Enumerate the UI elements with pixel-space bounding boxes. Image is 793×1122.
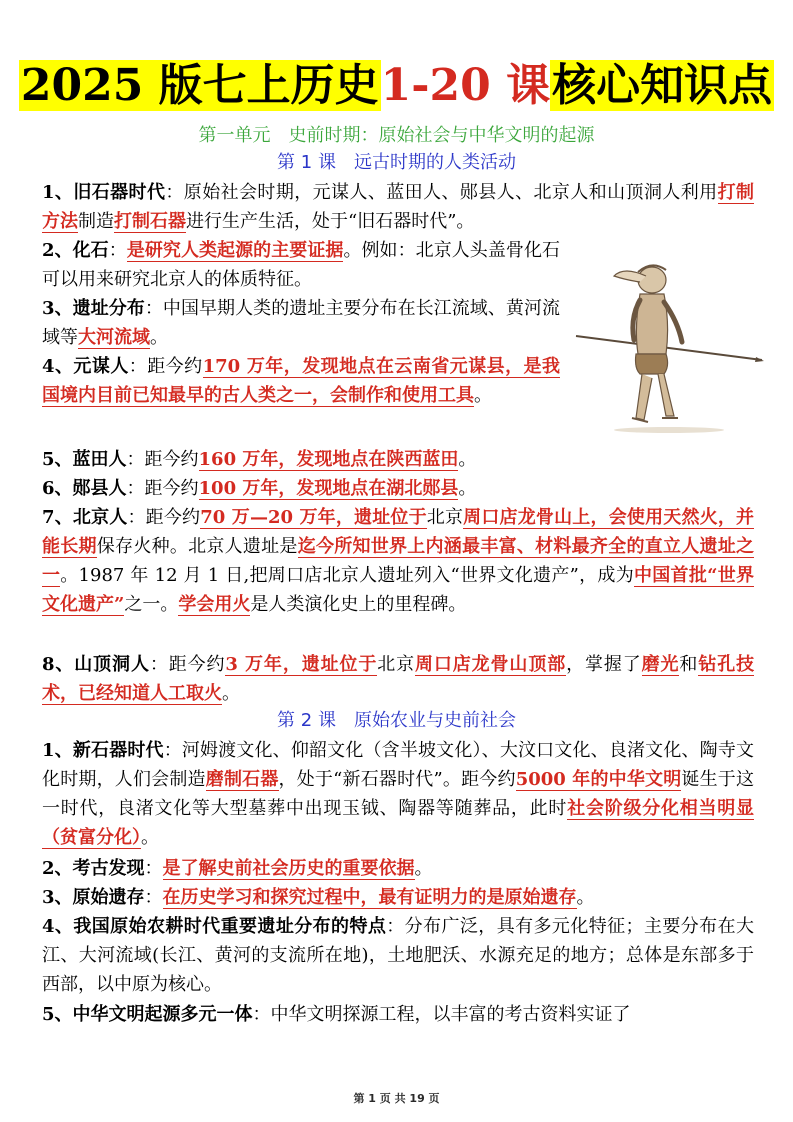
item-label: 4、我国原始农耕时代重要遗址分布的特点 [42, 916, 387, 937]
page-title [0, 56, 793, 116]
title-part-1: 2025 版七上历史 [20, 60, 379, 111]
key-point: 周口店龙骨山上，会使用天然火，并能长期 [42, 507, 755, 557]
key-point: 磨制石器 [205, 769, 279, 790]
key-point: 磨光 [641, 654, 680, 675]
item-label: 3、原始遗存 [42, 887, 145, 908]
lesson2-item-5: 5、中华文明起源多元一体：中华文明探源工程，以丰富的考古资料实证了 [42, 1004, 631, 1025]
key-point: 大河流域 [78, 327, 150, 348]
key-point: 170 万年，发现地点在云南省元谋县，是我国境内目前已知最早的古人类之一，会制作和使用工具 [42, 356, 561, 406]
key-point: 160 万年，发现地点在陕西蓝田 [198, 449, 459, 470]
lesson-2-heading: 第 2 课 原始农业与史前社会 [277, 710, 516, 731]
page-number: 第 1 页 共 19 页 [353, 1092, 440, 1105]
key-point: 打制方法 [42, 182, 755, 232]
lesson1-item-5: 5、蓝田人：距今约160 万年，发现地点在陕西蓝田。 [42, 449, 477, 470]
key-point: 迄今所知世界上内涵最丰富、材料最齐全的直立人遗址之一 [42, 536, 755, 586]
key-point: 是了解史前社会历史的重要依据 [162, 858, 415, 879]
key-point: 70 万—20 万年，遗址位于 [200, 507, 427, 528]
item-label: 5、中华文明起源多元一体 [42, 1004, 253, 1025]
item-label: 7、北京人 [42, 507, 128, 528]
unit-heading: 第一单元 史前时期：原始社会与中华文明的起源 [198, 125, 595, 146]
spear-icon [576, 336, 762, 360]
lesson1-item-4: 4、元谋人：距今约170 万年，发现地点在云南省元谋县，是我国境内目前已知最早的古人类之一，会制作和使用工具。 [42, 356, 561, 406]
item-label: 3、遗址分布 [42, 298, 145, 319]
key-point: 是研究人类起源的主要证据 [126, 240, 344, 261]
lesson1-item-1: 1、旧石器时代：原始社会时期，元谋人、蓝田人、郧县人、北京人和山顶洞人利用打制方法制造打制石器进行生产生活，处于“旧石器时代”。 [42, 182, 755, 232]
lesson2-item-4: 4、我国原始农耕时代重要遗址分布的特点：分布广泛，具有多元化特征；主要分布在大江、大河流域(长江、黄河的支流所在地)，土地肥沃、水源充足的地方；总体是东部多于西部，以中原为核心。 [42, 916, 754, 995]
early-human-illustration [574, 258, 764, 434]
lesson2-item-1: 1、新石器时代：河姆渡文化、仰韶文化（含半坡文化）、大汶口文化、良渚文化、陶寺文化时期，人们会制造磨制石器，处于“新石器时代”。距今约5000 年的中华文明诞生于这一时代，良渚文化等大型墓葬中出现玉钺、陶器等随葬品，此时社会阶级分化相当明显（贫富分化）。 [42, 740, 755, 848]
lesson1-item-8: 8、山顶洞人：距今约3 万年，遗址位于北京周口店龙骨山顶部，掌握了磨光和钻孔技术，已经知道人工取火。 [42, 654, 755, 704]
key-point: 打制石器 [114, 211, 186, 232]
lesson2-item-2: 2、考古发现：是了解史前社会历史的重要依据。 [42, 858, 433, 879]
item-label: 4、元谋人 [42, 356, 129, 377]
head-icon [638, 267, 666, 293]
item-label: 8、山顶洞人 [42, 654, 150, 675]
item-label: 1、新石器时代 [42, 740, 164, 761]
title-part-2: 1-20 课 [380, 60, 551, 111]
lesson1-item-3: 3、遗址分布：中国早期人类的遗址主要分布在长江流域、黄河流域等大河流域。 [42, 298, 560, 348]
title-part-3: 核心知识点 [552, 60, 773, 111]
lesson2-item-3: 3、原始遗存：在历史学习和探究过程中，最有证明力的是原始遗存。 [42, 887, 595, 908]
key-point: 学会用火 [178, 594, 251, 615]
key-point: 5000 年的中华文明 [515, 769, 682, 790]
lesson1-item-6: 6、郧县人：距今约100 万年，发现地点在湖北郧县。 [42, 478, 477, 499]
key-point: 在历史学习和探究过程中，最有证明力的是原始遗存 [162, 887, 577, 908]
item-label: 5、蓝田人 [42, 449, 127, 470]
lesson1-item-7: 7、北京人：距今约70 万—20 万年，遗址位于北京周口店龙骨山上，会使用天然火，并能长期保存火种。北京人遗址是迄今所知世界上内涵最丰富、材料最齐全的直立人遗址之一。1987 年 12 月 1 日,把周口店北京人遗址列入“世界文化遗产”，成为中国首批“世界文化遗产”之一。学会用火是人类演化史上的里程碑。 [42, 507, 755, 615]
key-point: 周口店龙骨山顶部 [415, 654, 567, 675]
item-label: 2、考古发现 [42, 858, 145, 879]
key-point: 3 万年，遗址位于 [225, 654, 378, 675]
item-label: 1、旧石器时代 [42, 182, 166, 203]
key-point: 100 万年，发现地点在湖北郧县 [198, 478, 459, 499]
lesson1-item-2: 2、化石：是研究人类起源的主要证据。例如：北京人头盖骨化石可以用来研究北京人的体质特征。 [42, 240, 561, 290]
key-point: 中国首批“世界文化遗产” [42, 565, 755, 615]
item-label: 2、化石 [42, 240, 109, 261]
item-label: 6、郧县人 [42, 478, 127, 499]
key-point: 钻孔技术，已经知道人工取火 [42, 654, 755, 704]
lesson-1-heading: 第 1 课 远古时期的人类活动 [277, 152, 516, 173]
key-point: 社会阶级分化相当明显（贫富分化） [42, 798, 754, 848]
